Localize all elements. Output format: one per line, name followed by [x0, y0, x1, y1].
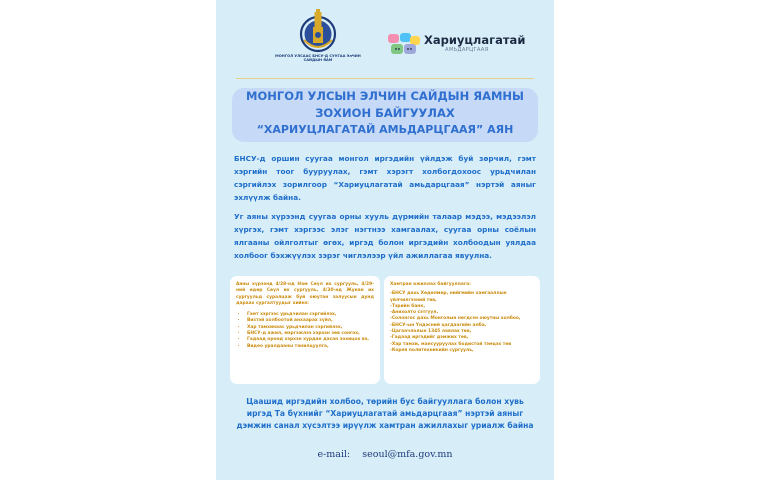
partners-heading: Хамтран ажиллах байгууллага:: [390, 282, 471, 287]
list-item: -БНСУ дахь Хөдөлмөр, нийгмийн хамгааллын үйлчилгээний төв,: [390, 291, 507, 303]
partners-card: [384, 276, 540, 384]
brand-subtitle: АМЬДАРЦГААЯ: [445, 47, 489, 53]
list-item: • БНСУ-д ажил, мэргэжлээ хэрхэн зөв сонгох,: [247, 331, 374, 337]
list-item: -Солонгос дахь Монголын нөгдсэн оюутны холбоо,: [390, 316, 521, 322]
title-line-2: ЗОХИОН БАЙГУУЛАХ: [315, 106, 455, 120]
closing-appeal: Цаашид иргэдийн холбоо, төрийн бус байгууллага болон хувь иргэд Та бүхнийг “Хариуцлагатай амьдарцгаая” нэртэй аяныг дэмжин санал хүсэлтээ ирүүлж хамтран ажиллахыг уриалж байна: [236, 397, 534, 430]
scope-paragraph: Уг аяны хүрээнд суугаа орны хууль дүрмийн талаар мэдээ, мэдээлэл хүргэх, гэмт хэргээс элэг нэгтнээ хамгаалах, суугаа орны соёлын ялгааны ойлголтыг өгөх, иргэд болон иргэдийн холбоодын уялдаа холбоог бэхжүүлэх зэрэг чиглэлээр үйл ажиллагаа явуулна.: [234, 212, 536, 260]
poster: [216, 0, 554, 480]
list-item: • Гэмт хэргээс урьдчилан сэргийлэх,: [247, 312, 374, 318]
trainings-list: [236, 312, 374, 350]
email-link[interactable]: seoul@mfa.gov.mn: [362, 449, 453, 460]
trainings-card: [230, 276, 380, 384]
list-item: • Хар тамхинаас урьдчилан сэргийлэх,: [247, 325, 374, 331]
list-item: -Гадаад иргэдийг дэмжих төв,: [390, 335, 469, 341]
list-item: -Тэрийн банк,: [390, 303, 425, 309]
list-item: -Хар тамхи, мансууруулах бодистой тэмцэх төв: [390, 341, 512, 347]
list-item: • Гадаад оронд хэрхэн хурдан дасан зохицох вэ,: [247, 337, 374, 343]
speech-bubbles-logo-icon: [386, 32, 422, 56]
title-line-3: “ХАРИУЦЛАГАТАЙ АМЬДАРЦГААЯ” АЯН: [256, 123, 514, 136]
list-item: -Цагаачлалын 1345 лавлах төв,: [390, 329, 472, 335]
emblem-caption: МОНГОЛ УЛСААС БНСУ-Д СУУГАА ЭлЧИН САЙДЫН ЯАМ: [275, 54, 361, 63]
title-line-1: МОНГОЛ УЛСЫН ЭЛЧИН САЙДЫН ЯАМНЫ: [246, 89, 524, 103]
header-divider: [236, 78, 534, 79]
embassy-emblem-icon: [290, 8, 346, 54]
trainings-intro: Аяны хүрээнд 4/28-нд Нам Сөүл их сургууль, 4/29-ний өдөр Сөүл их сургууль, 4/30-нд Жунан их сургуульд суралцаж буй оюутан залуусын дунд дараах сургалтуудыг хийнэ:: [236, 282, 374, 306]
email-label: e-mail:: [317, 449, 351, 460]
brand-name: Хариуцлагатай: [424, 33, 526, 47]
list-item: • Визтэй холбоотой анхаарах зүйл,: [247, 318, 374, 324]
intro-paragraph: БНСУ-д оршин суугаа монгол иргэдийн үйлдэж буй зөрчил, гэмт хэргийн тоог бууруулах, гэмт хэрэгт холбогдохоос урьдчилан сэргийлэх зорилгоор “Хариуцлагатай амьдарцгаая” нэртэй аяныг эхлүүлж байна.: [234, 154, 536, 202]
list-item: -Корея политехникийн сургууль,: [390, 347, 474, 353]
contact-email: [216, 449, 554, 460]
list-item: -Анихолто сэтгүүл,: [390, 310, 439, 316]
list-item: -БНСУ-ын Үндэсний цагдаагийн алба,: [390, 322, 487, 328]
list-item: • Видео уралдааны танилцуулга,: [247, 344, 374, 350]
